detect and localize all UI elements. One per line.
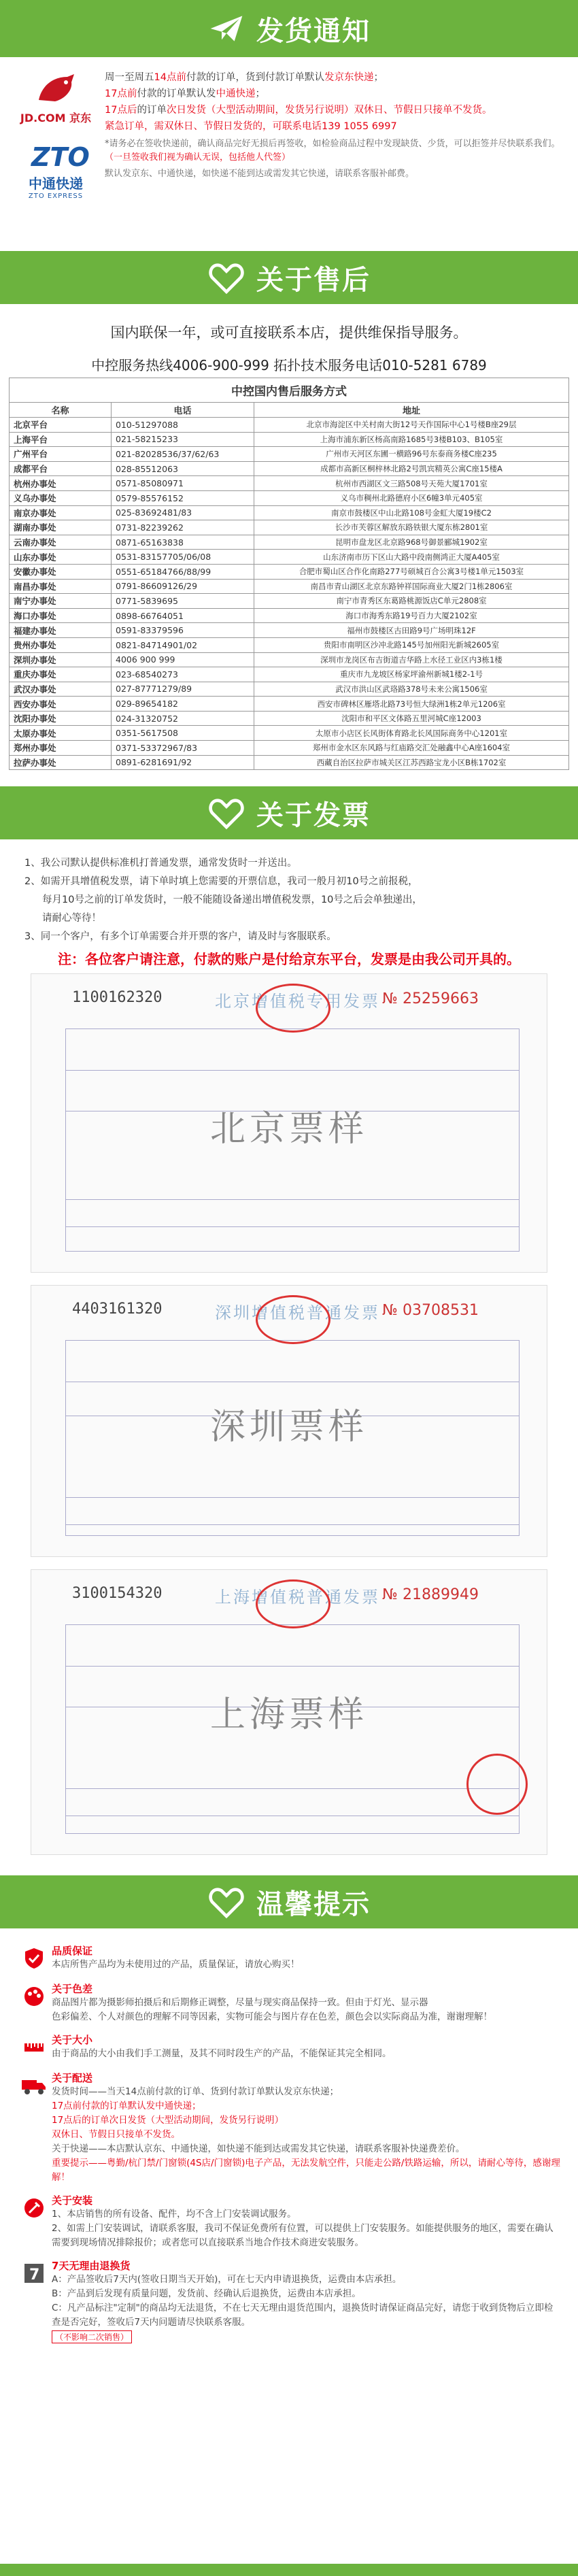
service-row	[10, 505, 569, 520]
office-name: 义乌办事处	[10, 490, 112, 505]
office-address: 太原市小店区长风街体育路北长风国际商务中心1201室	[254, 726, 569, 741]
tip-line: 商品图片都为摄影师拍摄后和后期修正调整，尽量与现实商品保持一致。但由于灯光、显示器	[52, 1997, 428, 2009]
office-phone: 0351-5617508	[112, 726, 254, 741]
office-address: 北京市海淀区中关村南大街12号天作国际中心1号楼B座29层	[254, 418, 569, 433]
office-phone: 021-58215233	[112, 432, 254, 447]
ship-note-1: *请务必在签收快递前，确认商品完好无损后再签收，如检验商品过程中发现缺货、少货，可以拒签并尽快联系我们。（一旦签收我们视为确认无误，包括他人代签）	[105, 139, 560, 163]
office-address: 福州市鼓楼区古田路9号广场明珠12F	[254, 623, 569, 638]
tip-line: B：产品到后发现有质量问题，发货前、经确认后退换货，运费由本店承担。	[52, 2288, 361, 2300]
service-row	[10, 594, 569, 609]
office-phone: 0771-5839695	[112, 594, 254, 609]
office-phone: 0871-65163838	[112, 535, 254, 550]
invoice-sample-1: 1100162320 北京增值税专用发票 № 25259663 北京票样	[31, 973, 547, 1273]
tip-item	[16, 2193, 562, 2250]
office-address: 南京市鼓楼区中山北路108号金虹大厦19楼C2	[254, 505, 569, 520]
tip-line: 本店所售产品均为未使用过的产品，质量保证，请放心购买！	[52, 1959, 300, 1971]
ship-note-2: 默认发京东、中通快递，如快递不能到达或需发其它快递，请联系客服补邮费。	[105, 169, 415, 179]
ship-line-2: 17点前付款的订单默认发中通快递；	[105, 88, 265, 99]
office-name: 郑州办事处	[10, 741, 112, 756]
office-address: 郑州市金水区东风路与红庙路交汇处融鑫中心A座1604室	[254, 741, 569, 756]
office-phone: 024-31320752	[112, 711, 254, 726]
shipping-title: 发货通知	[256, 15, 371, 47]
tip-heading: 7天无理由退换货	[52, 2260, 131, 2273]
col-address: 地址	[254, 403, 569, 418]
service-row	[10, 652, 569, 667]
service-row	[10, 726, 569, 741]
invoice-p3: 3、同一个客户，有多个订单需要合并开票的客户，请及时与客服联系。	[24, 931, 337, 943]
invoice-sample-2: 4403161320 深圳增值税普通发票 № 03708531 深圳票样	[31, 1285, 547, 1557]
col-name: 名称	[10, 403, 112, 418]
office-phone: 021-82028536/37/62/63	[112, 447, 254, 462]
shipping-section	[0, 57, 578, 251]
service-row	[10, 623, 569, 638]
office-phone: 4006 900 999	[112, 652, 254, 667]
office-name: 广州平台	[10, 447, 112, 462]
service-row	[10, 520, 569, 535]
service-row	[10, 667, 569, 682]
tip-line: 2、如需上门安装调试，请联系客服，我司不保证免费所有位置，可以提供上门安装服务。如能提供服务的地区，需要在确认需要到现场情况排除报价；或者您可以直接联系当地合作技术商进安装服务。	[52, 2223, 554, 2249]
office-name: 太原办事处	[10, 726, 112, 741]
service-row	[10, 461, 569, 476]
service-table-caption: 中控国内售后服务方式	[9, 378, 569, 402]
svg-text:ZTO: ZTO	[31, 142, 90, 172]
office-name: 杭州办事处	[10, 476, 112, 491]
sample-label: 深圳票样	[209, 1407, 368, 1448]
tip-line: 发货时间——当天14点前付款的订单、货到付款订单默认发京东快递；	[52, 2086, 339, 2098]
invoice-text	[0, 839, 578, 948]
service-table-header	[10, 403, 569, 418]
tip-line: 17点后的订单次日发货（大型活动期间，发货另行说明）	[52, 2115, 284, 2126]
office-name: 南宁办事处	[10, 594, 112, 609]
service-row	[10, 418, 569, 433]
service-row	[10, 447, 569, 462]
service-row	[10, 682, 569, 697]
tip-heading: 关于安装	[52, 2194, 93, 2207]
office-address: 长沙市芙蓉区解放东路铁银大厦东栋2801室	[254, 520, 569, 535]
office-address: 重庆市九龙坡区杨家坪渝州新城1楼2-1号	[254, 667, 569, 682]
office-phone: 0579-85576152	[112, 490, 254, 505]
invoice-header	[0, 786, 578, 839]
office-phone: 0731-82239262	[112, 520, 254, 535]
office-phone: 0531-83157705/06/08	[112, 550, 254, 565]
sample-label: 北京票样	[209, 1109, 368, 1150]
office-address: 深圳市龙岗区布吉街道吉华路上水径工业区内3栋1楼	[254, 652, 569, 667]
office-phone: 0371-53372967/83	[112, 741, 254, 756]
sample-label: 上海票样	[209, 1694, 368, 1736]
service-row	[10, 637, 569, 652]
office-phone: 029-89654182	[112, 697, 254, 712]
jd-logo: JD.COM 京东	[18, 69, 93, 128]
tip-line: A：产品签收后7天内(签收日期当天开始)，可在七天内申请退换货，运费由本店承担。	[52, 2274, 402, 2286]
office-phone: 025-83692481/83	[112, 505, 254, 520]
aftersales-title: 关于售后	[256, 264, 371, 296]
service-row	[10, 755, 569, 770]
heart-icon	[207, 794, 245, 832]
office-name: 拉萨办事处	[10, 755, 112, 770]
office-name: 南京办事处	[10, 505, 112, 520]
guarantee-icon	[16, 1943, 52, 1973]
office-name: 安徽办事处	[10, 564, 112, 579]
service-row	[10, 741, 569, 756]
office-name: 南昌办事处	[10, 579, 112, 594]
office-name: 北京平台	[10, 418, 112, 433]
office-name: 湖南办事处	[10, 520, 112, 535]
install-icon	[16, 2193, 52, 2223]
office-address: 武汉市洪山区武珞路378号未来公寓1506室	[254, 682, 569, 697]
service-row	[10, 579, 569, 594]
office-phone: 0591-83379596	[112, 623, 254, 638]
office-address: 西藏自治区拉萨市城关区江苏西路宝龙小区B栋1702室	[254, 755, 569, 770]
shipping-header	[0, 0, 578, 57]
tip-line: 17点前付款的订单默认发中通快递；	[52, 2101, 201, 2112]
office-name: 上海平台	[10, 432, 112, 447]
aftersales-hotline: 中控服务热线4006-900-999 拓扑技术服务电话010-5281 6789	[91, 357, 487, 373]
aftersales-line-1: 国内联保一年，或可直接联系本店，提供维保指导服务。	[110, 324, 468, 341]
service-row	[10, 711, 569, 726]
office-name: 海口办事处	[10, 608, 112, 623]
plane-icon	[207, 10, 245, 48]
tip-item	[16, 2258, 562, 2343]
svg-text:7: 7	[29, 2266, 40, 2284]
zto-logo: ZTO 中通快递 ZTO EXPRESS	[28, 142, 90, 200]
tip-item	[16, 1981, 562, 2024]
office-address: 南昌市青山湖区北京东路钟祥国际商业大厦2门1栋2806室	[254, 579, 569, 594]
office-name: 西安办事处	[10, 697, 112, 712]
tip-heading: 品质保证	[52, 1945, 93, 1958]
seal-icon	[256, 1579, 330, 1628]
tip-heading: 关于色差	[52, 1983, 93, 1996]
office-name: 沈阳办事处	[10, 711, 112, 726]
return-icon	[16, 2258, 52, 2288]
office-phone: 027-87771279/89	[112, 682, 254, 697]
office-address: 南宁市青秀区东葛路桃源饭店C单元2808室	[254, 594, 569, 609]
seal-icon	[256, 984, 330, 1033]
office-name: 重庆办事处	[10, 667, 112, 682]
footer-bar	[0, 2564, 578, 2576]
tips-list	[0, 1928, 578, 2343]
office-address: 西安市碑林区雁塔北路73号恒大绿洲1栋2单元1206室	[254, 697, 569, 712]
office-phone: 023-68540273	[112, 667, 254, 682]
heart-icon	[207, 258, 245, 297]
office-address: 成都市高新区桐梓林北路2号凯宾精英公寓C座15楼A	[254, 461, 569, 476]
col-phone: 电话	[112, 403, 254, 418]
office-name: 云南办事处	[10, 535, 112, 550]
tip-line: 1、本店销售的所有设备、配件，均不含上门安装调试服务。	[52, 2209, 296, 2220]
tip-heading: 关于配送	[52, 2072, 93, 2085]
tips-header	[0, 1875, 578, 1928]
invoice-warning: 注：各位客户请注意，付款的账户是付给京东平台，发票是由我公司开具的。	[58, 951, 520, 968]
office-address: 山东济南市历下区山大路中段南侧鸿正大厦A405室	[254, 550, 569, 565]
tip-line: C：凡产品标注"定制"的商品均无法退货，不在七天无理由退货范围内，退换货时请保证商品完好，请您于收到货物后立即检查是否完好，签收后7天内问题请尽快联系客服。	[52, 2303, 554, 2328]
office-phone: 028-85512063	[112, 461, 254, 476]
invoice-p2b: 每月10号之前的订单发货时，一般不能随设备递出增值税发票，10号之后会单独递出，	[42, 894, 422, 906]
ship-line-4: 紧急订单，需双休日、节假日发货的，可联系电话139 1055 6997	[105, 121, 397, 132]
seal-icon	[256, 1295, 330, 1344]
truck-icon	[16, 2071, 52, 2101]
tip-line: 重要提示——粤勤/杭门禁/门窗锁(4S店/门窗锁)电子产品，无法发航空件，只能走公路/铁路运输，所以，请耐心等待，感谢理解！	[52, 2158, 560, 2184]
tip-item	[16, 2071, 562, 2185]
aftersales-header	[0, 251, 578, 304]
seal-icon	[466, 1754, 528, 1815]
service-row	[10, 697, 569, 712]
tip-badge: （不影响二次销售）	[52, 2330, 132, 2343]
heart-icon	[207, 1883, 245, 1921]
service-row	[10, 476, 569, 491]
tip-line: 关于快递——本店默认京东、中通快递，如快递不能到达或需发其它快递，请联系客服补快递费差价。	[52, 2143, 465, 2155]
office-name: 山东办事处	[10, 550, 112, 565]
ship-line-1: 周一至周五14点前付款的订单，货到付款订单默认发京东快递；	[105, 72, 384, 83]
ruler-icon	[16, 2033, 52, 2062]
office-phone: 0898-66764051	[112, 608, 254, 623]
office-phone: 0571-85080971	[112, 476, 254, 491]
tip-heading: 关于大小	[52, 2034, 93, 2047]
tip-line: 双休日、节假日只接单不发货。	[52, 2129, 180, 2141]
office-name: 福建办事处	[10, 623, 112, 638]
office-address: 杭州市西湖区文三路508号天苑大厦1701室	[254, 476, 569, 491]
office-address: 合肥市蜀山区合作化南路277号硕城百合公寓3号楼1单元1503室	[254, 564, 569, 579]
tip-item	[16, 2033, 562, 2062]
tip-line: 色彩偏差、个人对颜色的理解不同等因素，实物可能会与图片存在色差，颜色会以实际商品为准，谢谢理解！	[52, 2011, 492, 2023]
service-row	[10, 490, 569, 505]
office-address: 贵阳市南明区沙冲北路145号加州阳光新城2605室	[254, 637, 569, 652]
office-phone: 0551-65184766/88/99	[112, 564, 254, 579]
color-icon	[16, 1981, 52, 2011]
office-phone: 0821-84714901/02	[112, 637, 254, 652]
service-row	[10, 550, 569, 565]
office-phone: 010-51297088	[112, 418, 254, 433]
office-address: 沈阳市和平区文体路五里河城C座12003	[254, 711, 569, 726]
tips-title: 温馨提示	[256, 1888, 371, 1920]
invoice-sample-3: 3100154320 上海增值税普通发票 № 21889949 上海票样	[31, 1569, 547, 1855]
office-address: 广州市天河区东圃一横路96号东泰商务楼C座235	[254, 447, 569, 462]
office-address: 上海市浦东新区杨高南路1685号3楼B103、B105室	[254, 432, 569, 447]
office-address: 昆明市盘龙区北京路968号御景郦城1902室	[254, 535, 569, 550]
invoice-p2c: 请耐心等待！	[42, 913, 101, 924]
tip-line: 由于商品的大小由我们手工测量，及其不同时段生产的产品，不能保证其完全相同。	[52, 2048, 392, 2060]
invoice-title: 关于发票	[256, 799, 371, 831]
jd-dog-icon	[32, 73, 80, 107]
office-phone: 0891-6281691/92	[112, 755, 254, 770]
service-row	[10, 608, 569, 623]
invoice-p1: 1、我公司默认提供标准机打普通发票，通常发货时一并送出。	[24, 858, 297, 869]
service-row	[10, 535, 569, 550]
office-name: 深圳办事处	[10, 652, 112, 667]
office-name: 贵州办事处	[10, 637, 112, 652]
service-row	[10, 432, 569, 447]
office-address: 海口市海秀东路19号百力大厦2102室	[254, 608, 569, 623]
office-name: 武汉办事处	[10, 682, 112, 697]
service-table	[9, 378, 569, 770]
office-name: 成都平台	[10, 461, 112, 476]
invoice-p2: 2、如需开具增值税发票，请下单时填上您需要的开票信息，我司一般月初10号之前报税，	[24, 876, 418, 888]
office-address: 义乌市稠州北路德府小区6幢3单元405室	[254, 490, 569, 505]
office-phone: 0791-86609126/29	[112, 579, 254, 594]
service-row	[10, 564, 569, 579]
ship-line-3: 17点后的订单次日发货（大型活动期间，发货另行说明）双休日、节假日只接单不发货。	[105, 105, 492, 116]
tip-item	[16, 1943, 562, 1973]
